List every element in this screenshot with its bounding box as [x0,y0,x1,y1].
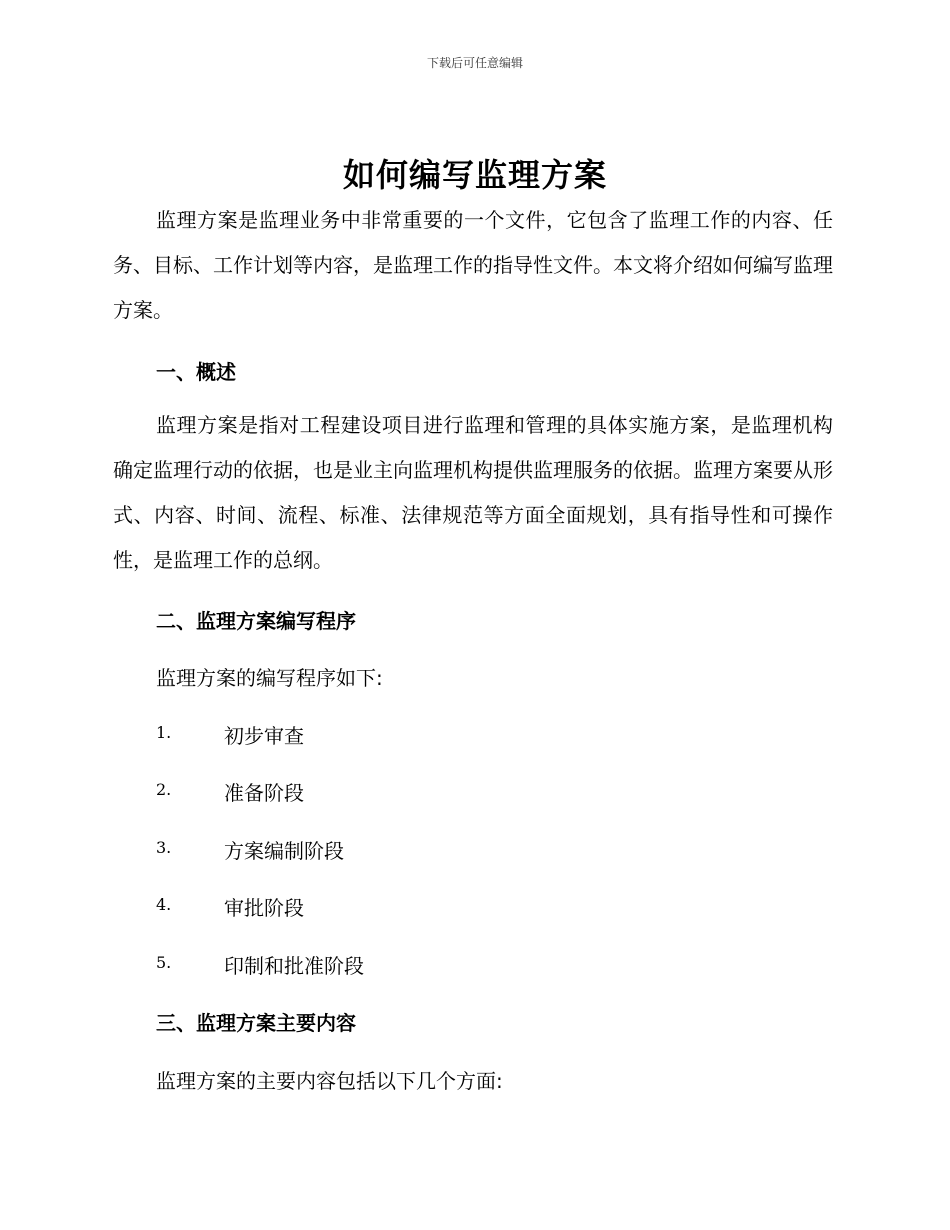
overview-paragraph: 监理方案是指对工程建设项目进行监理和管理的具体实施方案，是监理机构确定监理行动的依据，也是业主向监理机构提供监理服务的依据。监理方案要从形式、内容、时间、流程、标准、法律规范等方面全面规划，具有指导性和可操作性，是监理工作的总纲。 [113,413,833,572]
document-title: 如何编写监理方案 [342,156,607,194]
section-heading-procedure: 二、监理方案编写程序 [156,609,356,633]
list-item-text: 审批阶段 [224,896,304,920]
list-item-number: 4. [156,895,172,914]
intro-paragraph: 监理方案是监理业务中非常重要的一个文件，它包含了监理工作的内容、任务、目标、工作计划等内容，是监理工作的指导性文件。本文将介绍如何编写监理方案。 [113,208,833,322]
list-item-text: 准备阶段 [224,781,304,805]
list-item-number: 3. [156,838,172,857]
section-heading-overview: 一、概述 [156,360,236,384]
list-item-number: 2. [156,780,172,799]
content-intro: 监理方案的主要内容包括以下几个方面: [156,1069,503,1093]
procedure-intro: 监理方案的编写程序如下: [156,666,383,690]
list-item-number: 5. [156,953,172,972]
list-item-number: 1. [156,723,172,742]
list-item-text: 方案编制阶段 [224,839,344,863]
list-item-text: 印制和批准阶段 [224,954,364,978]
section-heading-content: 三、监理方案主要内容 [156,1011,356,1035]
header-note: 下载后可任意编辑 [426,56,523,70]
list-item-text: 初步审查 [224,724,304,748]
